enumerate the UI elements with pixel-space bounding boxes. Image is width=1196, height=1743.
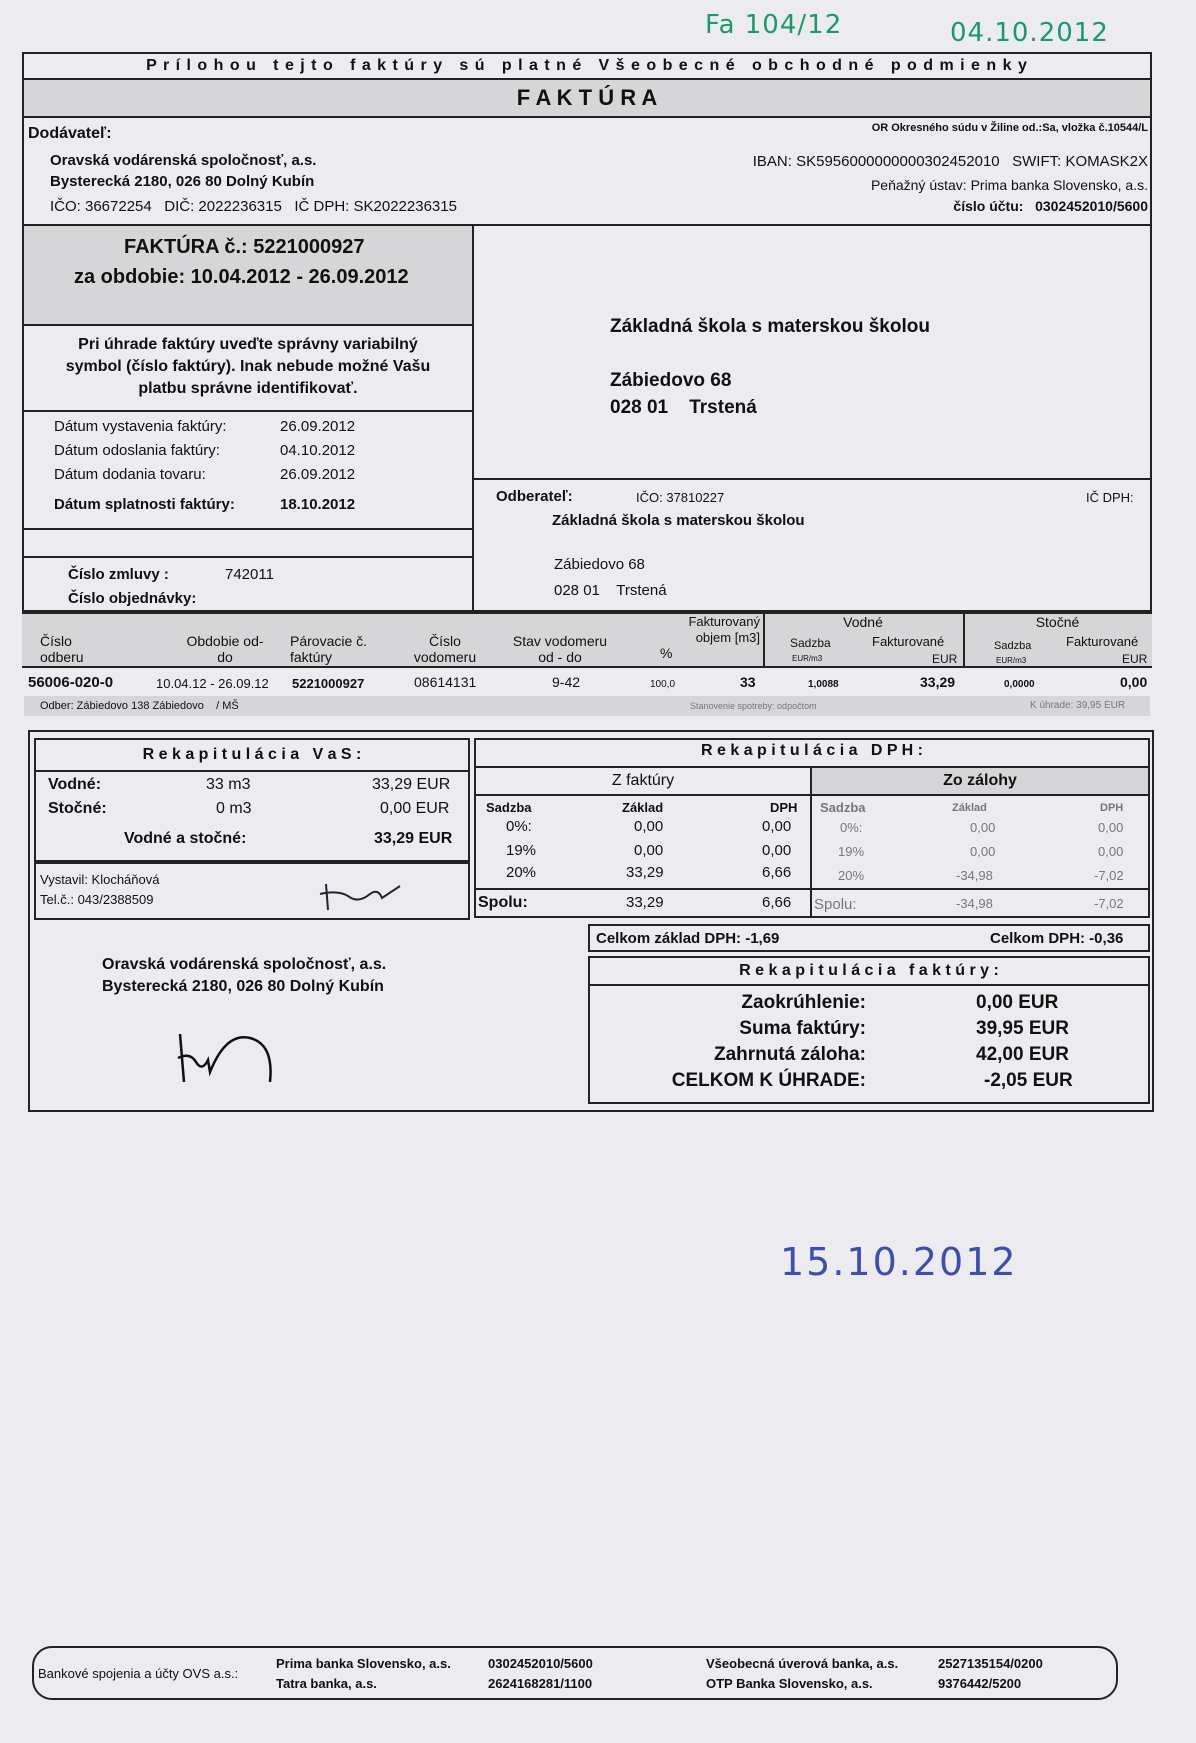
supplier-address: Bysterecká 2180, 026 80 Dolný Kubín [50,173,315,190]
vas-row-qty: 33 m3 [206,776,251,793]
summary-label: Zahrnutá záloha: [713,1044,866,1065]
handwritten-date-top: 04.10.2012 [950,18,1109,48]
dph-spolu-left-zaklad: 33,29 [626,894,664,911]
dph-spolu-label: Spolu: [478,894,528,911]
dph-row-sadzba: 20% [506,864,537,881]
footer-label: Bankové spojenia a účty OVS a.s.: [38,1666,239,1681]
dph-spolu-right-zaklad: -34,98 [956,896,993,911]
customer-name: Základná škola s materskou školou [552,512,805,529]
col-parovacie: Párovacie č. faktúry [290,633,368,665]
dph-row-zaklad: 0,00 [634,818,664,835]
handwritten-date-bottom: 15.10.2012 [780,1240,1018,1284]
dph-row-zaklad: -34,98 [956,868,993,883]
supplier-iban: IBAN: SK5956000000000302452010 SWIFT: KOMASK2X [752,153,1148,170]
footer-bank-account: 2624168281/1100 [488,1676,593,1691]
dph-title: R e k a p i t u l á c i a D P H : [701,742,923,759]
cell-percent: 100,0 [650,679,676,690]
footer-bank-name: Tatra banka, a.s. [276,1676,377,1691]
col-stocne-fakturovane: Fakturované [1066,634,1139,649]
supplier-bank: Peňažný ústav: Prima banka Slovensko, a.s. [870,177,1148,193]
dph-row-dph: 0,00 [1098,820,1124,835]
dph-row-sadzba: 0%: [506,818,532,835]
cell-vodne-fakt: 33,29 [920,674,956,690]
recipient-city: 028 01 Trstená [610,397,757,418]
col-vodne-eur: EUR [932,652,958,666]
due-date-value: 18.10.2012 [280,496,356,513]
payment-notice: Pri úhrade faktúry uveďte správny variabilný symbol (číslo faktúry). Inak nebude možné Vašu platbu správne identifikovať. [65,336,431,397]
vas-row-amount: 33,29 EUR [372,776,451,793]
date-label: Dátum dodania tovaru: [54,466,206,483]
customer-ico: IČO: 37810227 [636,490,725,505]
consumption-note-left: Odber: Zábiedovo 138 Zábiedovo / MŠ [40,700,239,712]
cell-parovacie: 5221000927 [292,676,365,691]
due-date-label: Dátum splatnosti faktúry: [54,496,235,513]
dph-col-dph: DPH [770,800,798,815]
dph-col-sadzba: Sadzba [486,800,532,815]
cell-stocne-fakt: 0,00 [1120,674,1148,690]
dph-celkom-zaklad: Celkom základ DPH: -1,69 [596,930,780,947]
col-vodomer: Číslo vodomeru [413,633,477,665]
invoice-period: za obdobie: 10.04.2012 - 26.09.2012 [74,266,409,288]
dph-row-zaklad: 0,00 [970,820,996,835]
customer-city: 028 01 Trstená [554,582,667,599]
col-objem: Fakturovaný objem [m3] [688,614,760,645]
dph-z-faktury: Z faktúry [611,772,675,789]
col-stocne-sadzba: Sadzba [994,640,1032,652]
dph-spolu-right-dph: -7,02 [1094,896,1124,911]
recipient-name: Základná škola s materskou školou [610,316,930,337]
customer-label: Odberateľ: [496,488,573,505]
dph-row-zaklad: 0,00 [634,842,664,859]
col-stav: Stav vodomeru od - do [512,633,608,665]
footer-bank-account: 2527135154/0200 [938,1656,1043,1671]
col-vodne-fakturovane: Fakturované [872,634,945,649]
cell-objem: 33 [740,674,756,690]
date-value: 26.09.2012 [280,418,356,435]
customer-street: Zábiedovo 68 [554,556,645,573]
supplier-label: Dodávateľ: [28,125,112,142]
customer-icdph: IČ DPH: [1086,490,1134,505]
summary-value: 0,00 EUR [976,992,1059,1013]
col-cislo-odberu: Číslo odberu [40,633,84,665]
invoice-number: FAKTÚRA č.: 5221000927 [124,236,365,258]
vas-total-amount: 33,29 EUR [374,830,453,847]
dph-row-zaklad: 0,00 [970,844,996,859]
order-label: Číslo objednávky: [68,590,197,607]
col-stocne-sadzba-unit: EUR/m3 [996,656,1027,665]
vas-row-qty: 0 m3 [216,800,252,817]
date-label: Dátum vystavenia faktúry: [54,418,227,435]
col-vodne-sadzba-unit: EUR/m3 [792,654,823,663]
footer-bank-name: OTP Banka Slovensko, a.s. [706,1676,873,1691]
recipient-street: Zábiedovo 68 [610,370,732,391]
dph-row-dph: 6,66 [762,864,792,881]
dph-zo-zalohy: Zo zálohy [812,768,1148,794]
col-obdobie: Obdobie od-do [186,633,264,665]
summary-value: 42,00 EUR [976,1044,1069,1065]
dph-row-zaklad: 33,29 [626,864,664,881]
contract-label: Číslo zmluvy : [68,566,169,583]
footer-bank-account: 0302452010/5600 [488,1656,593,1671]
summary-title: R e k a p i t u l á c i a f a k t ú r y : [739,962,999,979]
footer-bank-name: Všeobecná úverová banka, a.s. [706,1656,899,1671]
dph-row-sadzba: 19% [506,842,537,859]
handwritten-doc-ref: Fa 104/12 [705,10,843,40]
supplier-registry: OR Okresného súdu v Žiline od.:Sa, vložka č.10544/L [871,122,1148,134]
consumption-note-right: K úhrade: 39,95 EUR [1030,700,1126,711]
col-percent: % [660,645,673,661]
summary-value: -2,05 EUR [984,1070,1073,1091]
date-label: Dátum odoslania faktúry: [54,442,220,459]
stamp-line1: Oravská vodárenská spoločnosť, a.s. [102,956,387,973]
col-vodne-sadzba: Sadzba [790,636,831,650]
dph-col-zaklad-right: Základ [952,802,987,814]
dph-col-dph-right: DPH [1100,802,1124,814]
vas-row-label: Vodné: [48,776,102,793]
supplier-ids: IČO: 36672254 DIČ: 2022236315 IČ DPH: SK2022236315 [50,198,457,215]
footer-bank-account: 9376442/5200 [938,1676,1022,1691]
summary-label: CELKOM K ÚHRADE: [671,1070,866,1091]
col-stocne: Stočné [1035,614,1080,630]
dph-row-dph: 0,00 [762,818,792,835]
summary-value: 39,95 EUR [976,1018,1069,1039]
dph-row-dph: -7,02 [1094,868,1124,883]
date-value: 26.09.2012 [280,466,356,483]
cell-cislo-odberu: 56006-020-0 [28,674,114,691]
summary-label: Suma faktúry: [739,1018,866,1039]
cell-vodne-sadzba: 1,0088 [808,679,839,690]
dph-celkom-dph: Celkom DPH: -0,36 [990,930,1124,947]
dph-col-zaklad: Základ [622,800,664,815]
cell-stocne-sadzba: 0,0000 [1004,679,1035,690]
vas-row-amount: 0,00 EUR [380,800,450,817]
footer-bank-name: Prima banka Slovensko, a.s. [276,1656,451,1671]
vas-total-label: Vodné a stočné: [124,830,247,847]
issuer-tel: Tel.č.: 043/2388509 [40,892,154,907]
dph-row-dph: 0,00 [762,842,792,859]
contract-value: 742011 [225,566,274,583]
director-signature [170,1022,290,1092]
supplier-name: Oravská vodárenská spoločnosť, a.s. [50,152,317,169]
dph-spolu-left-dph: 6,66 [762,894,792,911]
cell-obdobie: 10.04.12 - 26.09.12 [156,676,269,691]
dph-row-sadzba: 19% [838,844,865,859]
vas-row-label: Stočné: [48,800,107,817]
terms-banner: P r í l o h o u t e j t o f a k t ú r y s ú p l a t n é V š e o b e c n é o b c h o d n é p o d m i e n k y [146,57,1028,74]
issuer-signature [318,876,408,916]
dph-row-dph: 0,00 [1098,844,1124,859]
document-title: F A K T Ú R A [24,80,1150,116]
issuer-name: Vystavil: Klocháňová [40,872,160,887]
dph-row-sadzba: 0%: [840,820,863,835]
dph-spolu-right-label: Spolu: [814,896,857,913]
col-vodne: Vodné [843,614,883,630]
dph-recap [474,738,1150,918]
vas-title: R e k a p i t u l á c i a V a S : [142,746,362,763]
consumption-note-mid: Stanovenie spotreby: odpočtom [690,701,817,711]
summary-label: Zaokrúhlenie: [741,992,866,1013]
dph-row-sadzba: 20% [838,868,865,883]
date-value: 04.10.2012 [280,442,356,459]
supplier-account: číslo účtu: 0302452010/5600 [953,198,1148,214]
cell-vodomer: 08614131 [414,674,477,690]
stamp-line2: Bysterecká 2180, 026 80 Dolný Kubín [102,978,384,995]
cell-stav: 9-42 [552,674,581,690]
dph-col-sadzba-right: Sadzba [820,800,866,815]
col-stocne-eur: EUR [1122,652,1148,666]
